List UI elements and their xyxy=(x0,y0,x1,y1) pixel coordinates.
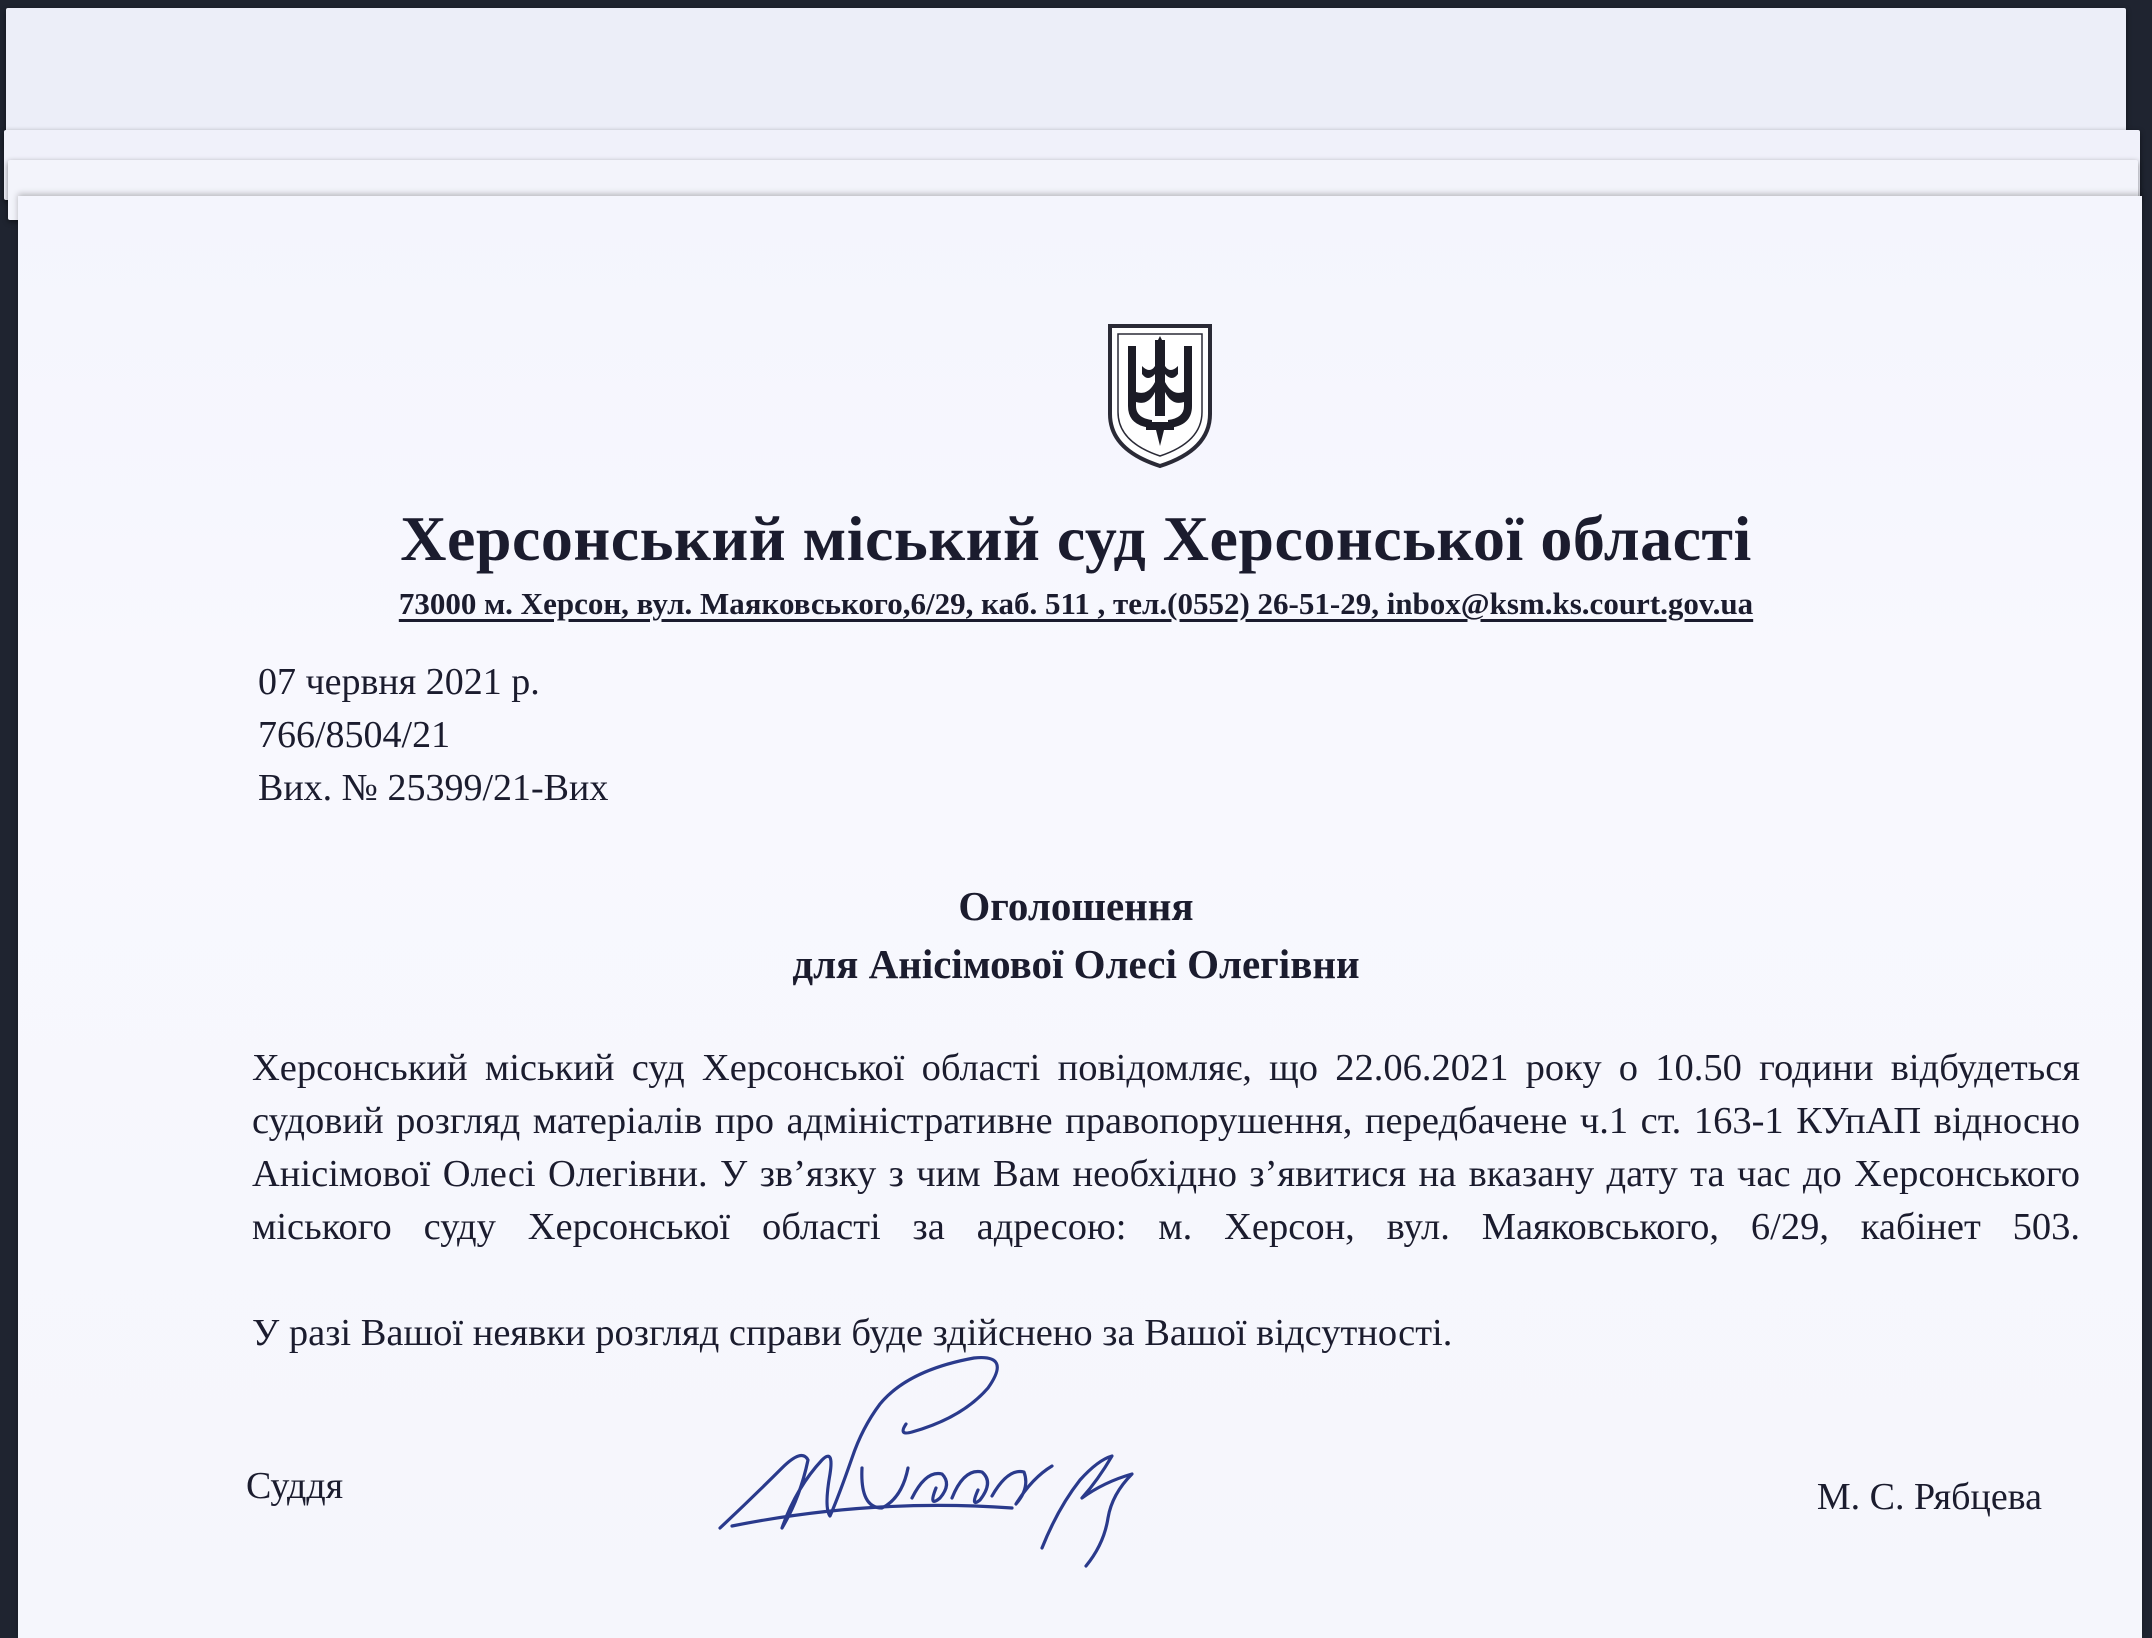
trident-coat-of-arms-icon xyxy=(1106,322,1214,470)
notice-closing: У разі Вашої неявки розгляд справи буде здійснено за Вашої відсутності. xyxy=(252,1312,1453,1354)
judge-name: М. С. Рябцева xyxy=(1816,1476,2042,1518)
court-address: 73000 м. Херсон, вул. Маяковського,6/29, каб. 511 , тел.(0552) 26-51-29, inbox@ksm.ks.court.gov.ua xyxy=(398,586,1754,621)
notice-recipient: для Анісімової Олесі Олегівни xyxy=(792,941,1360,987)
notice-title: Оголошення xyxy=(958,883,1194,929)
handwritten-signature-icon xyxy=(712,1348,1152,1578)
document-date: 07 червня 2021 р. xyxy=(258,661,540,703)
court-name: Херсонський міський суд Херсонської області xyxy=(400,503,1752,574)
paper-stack-back xyxy=(6,8,2126,148)
judge-role-label: Суддя xyxy=(246,1465,344,1507)
outgoing-number: Вих. № 25399/21-Вих xyxy=(258,767,609,809)
notice-body: Херсонський міський суд Херсонської області повідомляє, що 22.06.2021 року о 10.50 години відбудеться судовий розгляд матеріалів про адміністративне правопорушення, передбачене ч.1 ст. 163-1 КУпАП відносно Анісімової Олесі Олегівни. У зв’язку з чим Вам необхідно з’явитися на вказану дату та час до Херсонського міського суду Херсонської області за адресою: м. Херсон, вул. Маяковського, 6/29, кабінет 503. xyxy=(252,1047,2080,1248)
case-number: 766/8504/21 xyxy=(258,714,451,756)
